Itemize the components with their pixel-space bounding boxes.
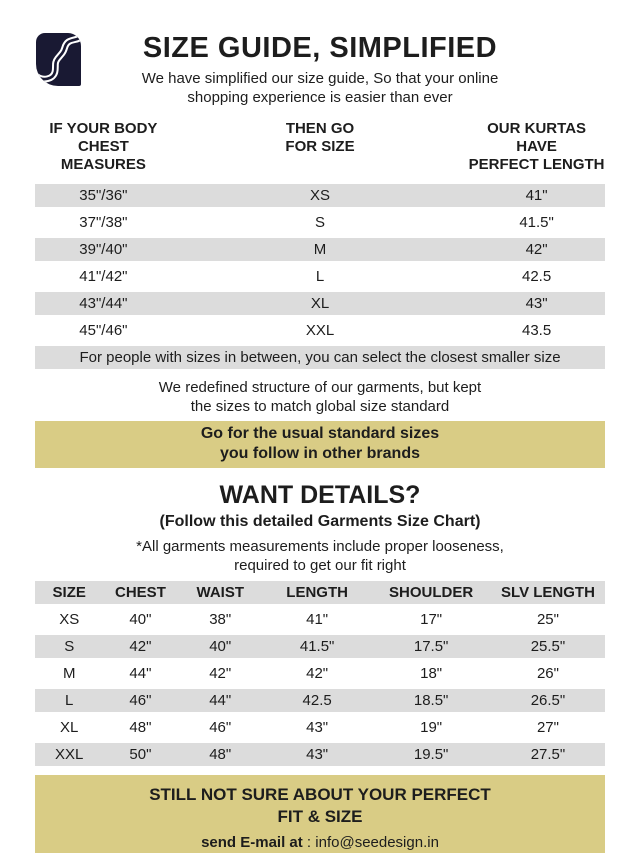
table-row: XXL 50" 48" 43" 19.5" 27.5" — [35, 743, 605, 766]
cell-length: 41.5" — [519, 214, 554, 231]
email-separator: : — [302, 834, 316, 851]
email-link[interactable]: info@seedesign.in — [315, 834, 439, 851]
header-slv-length: SLV LENGTH — [501, 584, 595, 601]
cell-chest: 35"/36" — [79, 187, 128, 204]
garments-table-header — [35, 581, 605, 604]
header-waist: WAIST — [196, 584, 244, 601]
cell-size: XXL — [305, 322, 335, 339]
table-row — [35, 238, 605, 261]
header-length: LENGTH — [286, 584, 348, 601]
cell-size: L — [315, 268, 325, 285]
header-chest: CHEST — [115, 584, 166, 601]
cell-length: 42" — [525, 241, 548, 258]
looseness-note: *All garments measurements include proper looseness, required to get our fit right — [136, 538, 504, 574]
cell-chest: 39"/40" — [79, 241, 128, 258]
table-row: M 44" 42" 42" 18" 26" — [62, 665, 559, 682]
header-shoulder: SHOULDER — [389, 584, 474, 601]
cell-chest: 45"/46" — [79, 322, 128, 339]
cell-length: 43" — [525, 295, 548, 312]
col-kurta-length: OUR KURTAS HAVE PERFECT LENGTH — [468, 120, 605, 173]
table-row — [35, 292, 605, 315]
simple-size-table-body — [35, 184, 605, 369]
email-label: send E-mail at — [201, 834, 303, 851]
contact-email-row — [35, 834, 605, 851]
col-chest-measures: IF YOUR BODY CHEST MEASURES — [49, 120, 158, 173]
page-title: SIZE GUIDE, SIMPLIFIED — [142, 32, 498, 64]
contact-banner — [35, 775, 605, 853]
logo-s-stripe — [36, 33, 81, 86]
table-row — [35, 319, 605, 342]
cell-length: 41" — [525, 187, 548, 204]
table-row: S 42" 40" 41.5" 17.5" 25.5" — [35, 635, 605, 658]
table-row — [35, 184, 605, 207]
table-row: XS 40" 38" 41" 17" 25" — [59, 611, 559, 628]
table-row: L 46" 44" 42.5 18.5" 26.5" — [35, 689, 605, 712]
cell-size: S — [314, 214, 325, 231]
table-row: XL 48" 46" 43" 19" 27" — [60, 719, 559, 736]
in-between-sizes-note: For people with sizes in between, you can select the closest smaller size — [35, 346, 605, 369]
want-details-subheading: (Follow this detailed Garments Size Chart) — [159, 513, 481, 530]
cell-size: M — [313, 241, 327, 258]
want-details-heading: WANT DETAILS? — [219, 481, 421, 509]
subtitle-line-1: We have simplified our size guide, So that your online — [141, 70, 499, 87]
header-size: SIZE — [52, 584, 86, 601]
cell-chest: 41"/42" — [79, 268, 128, 285]
garments-size-table — [35, 581, 605, 766]
col-go-for-size: THEN GO FOR SIZE — [285, 120, 355, 155]
contact-banner-line-1: STILL NOT SURE ABOUT YOUR PERFECT — [149, 785, 491, 804]
standard-sizes-banner: Go for the usual standard sizes you follow in other brands — [35, 421, 605, 468]
cell-chest: 37"/38" — [79, 214, 128, 231]
cell-chest: 43"/44" — [79, 295, 128, 312]
table-row — [35, 211, 605, 234]
simple-size-table-header — [35, 120, 605, 174]
page-subtitle — [0, 69, 640, 107]
cell-size: XL — [310, 295, 330, 312]
table-row — [35, 265, 605, 288]
cell-size: XS — [309, 187, 330, 204]
contact-banner-line-2: FIT & SIZE — [277, 807, 363, 826]
brand-s-logo-icon — [36, 33, 81, 86]
subtitle-line-2: shopping experience is easier than ever — [187, 89, 453, 106]
redefined-structure-text: We redefined structure of our garments, but kept the sizes to match global size standard — [158, 379, 482, 415]
cell-length: 42.5 — [521, 268, 552, 285]
cell-length: 43.5 — [521, 322, 552, 339]
simple-size-table — [35, 120, 605, 369]
